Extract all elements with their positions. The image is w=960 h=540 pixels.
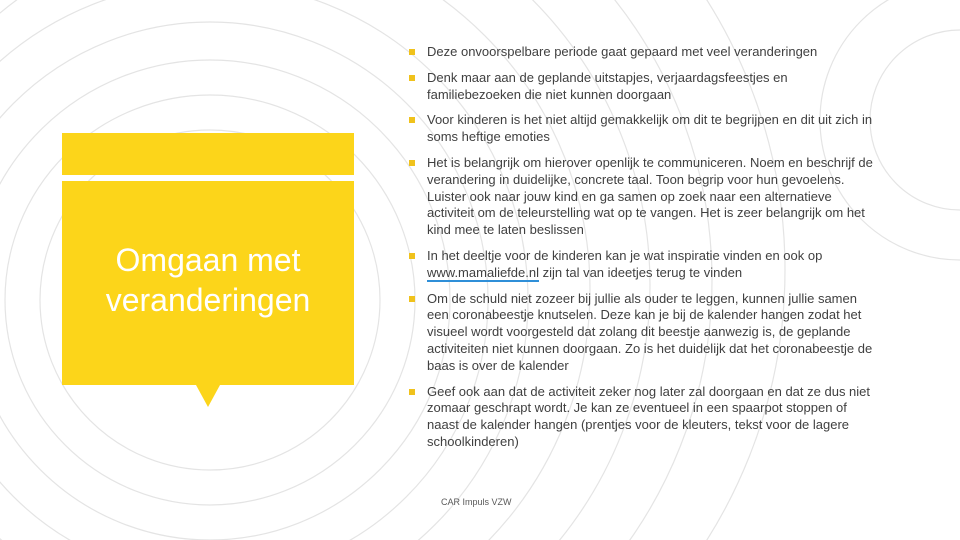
bullet-marker-icon [409, 49, 415, 55]
accent-bar [62, 133, 354, 175]
bullet-text: Het is belangrijk om hierover openlijk te communiceren. Noem en beschrijf de verandering in duidelijke, concrete taal. Toon begrip voor hun gevoelens. Luister ook naar jouw kind en ga samen op zoek naar een alternatieve activiteit om de teleurstelling wat op te vangen. Het is zeer belangrijk om het kind mee te laten beslissen [427, 154, 873, 238]
bullet-item [408, 291, 878, 375]
bullet-item [408, 248, 878, 282]
bullet-item [408, 384, 878, 451]
bullet-text: Om de schuld niet zozeer bij jullie als ouder te leggen, kunnen jullie samen een coronabeestje knutselen. Deze kan je bij de kalender hangen zodat het visueel wordt voorgesteld dat zolang dit beestje aanwezig is, de geplande activiteiten niet kunnen doorgaan. Zo is het duidelijk dat het coronabeestje de baas is over de kalender [427, 290, 873, 373]
bullet-text: Deze onvoorspelbare periode gaat gepaard met veel veranderingen [427, 44, 818, 59]
title-line-2: veranderingen [105, 282, 311, 318]
bullet-text: Voor kinderen is het niet altijd gemakkelijk om dit te begrijpen en dit uit zich in soms heftige emoties [427, 112, 873, 145]
bullet-marker-icon [409, 296, 415, 302]
bullet-text: Geef ook aan dat de activiteit zeker nog later zal doorgaan en dat ze dus niet zomaar geschrapt wordt. Je kan ze eventueel in een spaarpot stoppen of naast de kalender hangen (prentjes voor de kleuters, tekst voor de lagere schoolkinderen) [427, 383, 871, 449]
title-line-1: Omgaan met [115, 242, 301, 278]
bullet-text: Denk maar aan de geplande uitstapjes, verjaardagsfeestjes en familiebezoeken die niet kunnen doorgaan [427, 69, 788, 102]
bullet-item [408, 44, 878, 61]
title-box-pointer [196, 385, 220, 407]
bullet-marker-icon [409, 253, 415, 259]
slide-title [62, 240, 354, 320]
mamaliefde-link[interactable]: www.mamaliefde.nl [427, 264, 539, 280]
bullet-marker-icon [409, 160, 415, 166]
bullet-text-before-link: In het deeltje voor de kinderen kan je wat inspiratie vinden en ook op [427, 247, 823, 263]
bullet-item [408, 70, 878, 104]
bullet-marker-icon [409, 389, 415, 395]
bullet-marker-icon [409, 75, 415, 81]
bullet-list [408, 36, 878, 451]
bullet-item [408, 112, 878, 146]
slide-footer: CAR Impuls VZW [441, 497, 512, 507]
bullet-item [408, 155, 878, 239]
bullet-marker-icon [409, 117, 415, 123]
bullet-text-after-link: zijn tal van ideetjes terug te vinden [539, 264, 743, 280]
